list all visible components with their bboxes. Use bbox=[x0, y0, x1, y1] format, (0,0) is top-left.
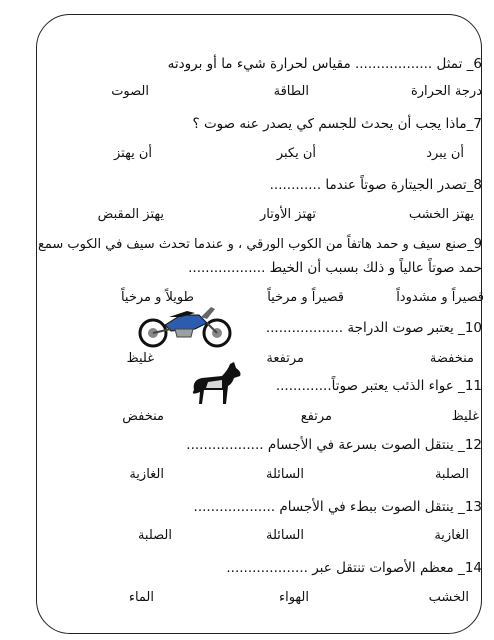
q13-option-3: الصلبة bbox=[137, 528, 172, 543]
question-7: 7_ماذا يجب أن يحدث للجسم كي يصدر عنه صوت ؟ bbox=[192, 116, 482, 132]
q10-option-1: منخفضة bbox=[429, 351, 474, 366]
q13-option-1: الغازية bbox=[434, 528, 469, 543]
question-11: 11_ عواء الذئب يعتبر صوتاً............. bbox=[275, 378, 482, 394]
question-12: 12_ ينتقل الصوت بسرعة في الأجسام .................. bbox=[186, 437, 482, 453]
q14-option-3: الماء bbox=[128, 590, 154, 605]
q11-option-3: منخفض bbox=[122, 409, 164, 424]
q13-option-2: السائلة bbox=[265, 528, 304, 543]
q6-option-1: درجة الحرارة bbox=[410, 84, 482, 99]
question-9-line-1: 9_صنع سيف و حمد هاتفاً من الكوب الورقي ، و عندما تحدث سيف في الكوب سمع bbox=[37, 237, 482, 252]
q8-option-1: يهتز الخشب bbox=[408, 207, 474, 222]
q12-option-2: السائلة bbox=[265, 467, 304, 482]
q9-option-1: قصيراً و مشدوداً bbox=[396, 290, 484, 305]
question-9-line-2: حمد صوتاً عالياً و ذلك بسبب أن الخيط .................. bbox=[188, 260, 482, 276]
question-8: 8_تصدر الجيتارة صوتاً عندما ............ bbox=[269, 177, 482, 193]
q14-option-2: الهواء bbox=[278, 590, 309, 605]
q14-option-1: الخشب bbox=[428, 590, 469, 605]
q12-option-3: الغازية bbox=[129, 467, 164, 482]
q8-option-3: يهتز المقبض bbox=[97, 207, 164, 222]
q10-option-2: مرتفعة bbox=[266, 351, 304, 366]
q6-option-3: الصوت bbox=[111, 84, 149, 99]
question-14: 14_ معظم الأصوات تنتقل عبر ................... bbox=[226, 560, 482, 576]
question-10: 10_ يعتبر صوت الدراجة .................. bbox=[265, 320, 482, 336]
q9-option-3: طويلاً و مرخياً bbox=[120, 290, 194, 305]
q7-option-2: أن يكبر bbox=[276, 146, 316, 161]
q8-option-2: تهتز الأوتار bbox=[260, 207, 316, 222]
q10-option-3: غليظ bbox=[126, 351, 154, 366]
q7-option-1: أن يبرد bbox=[426, 146, 464, 161]
q12-option-1: الصلبة bbox=[434, 467, 469, 482]
question-6: 6_ تمثل .................. مقياس لحرارة شيء ما أو برودته bbox=[167, 56, 482, 72]
question-13: 13_ ينتقل الصوت ببطء في الأجسام ................... bbox=[193, 499, 482, 515]
q6-option-2: الطاقة bbox=[273, 84, 309, 99]
q11-option-2: مرتفع bbox=[300, 409, 332, 424]
wolf-image bbox=[188, 360, 246, 408]
q7-option-3: أن يهتز bbox=[114, 146, 152, 161]
q11-option-1: غليظ bbox=[451, 409, 479, 424]
q9-option-2: قصيراً و مرخياً bbox=[267, 290, 344, 305]
motorcycle-image bbox=[135, 303, 235, 349]
